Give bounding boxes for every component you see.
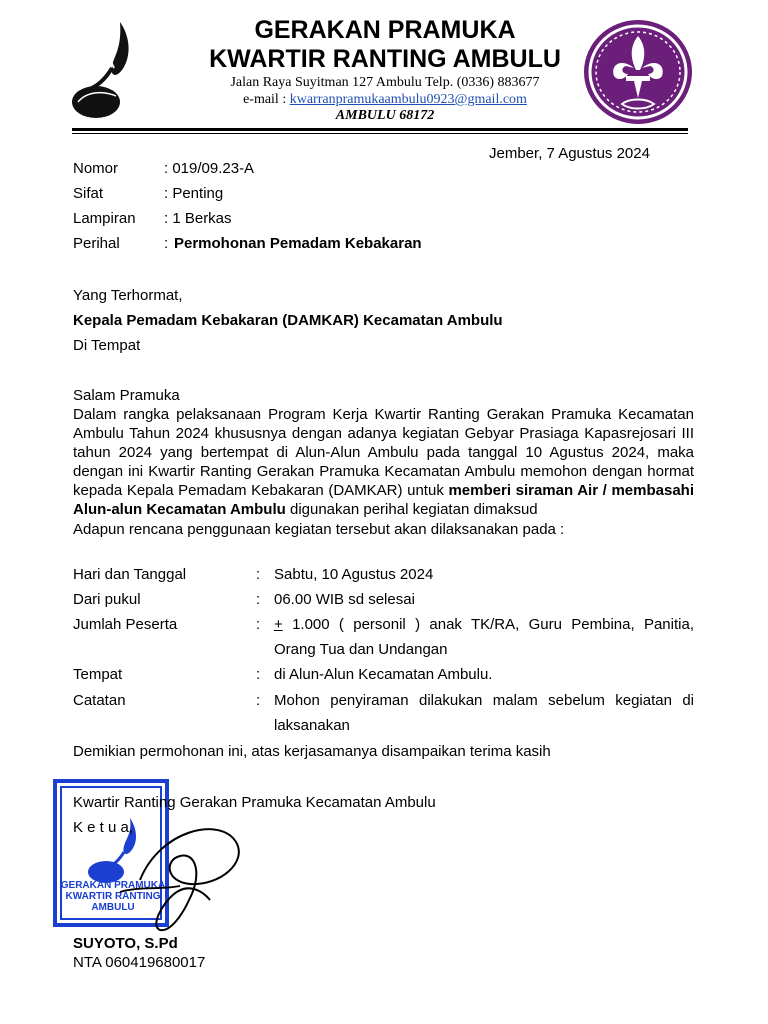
stamp-text-line3: AMBULU	[91, 902, 135, 913]
plus-minus-sign: +	[274, 616, 283, 633]
hari-label: Hari dan Tanggal	[73, 566, 187, 583]
salam: Salam Pramuka	[73, 387, 180, 404]
peserta-value-line2: Orang Tua dan Undangan	[274, 641, 448, 658]
catatan-label: Catatan	[73, 692, 126, 709]
peserta-value-line1	[274, 616, 694, 633]
nomor-value: : 019/09.23-A	[164, 160, 255, 177]
closing-text: Demikian permohonan ini, atas kerjasamanya disampaikan terima kasih	[73, 743, 551, 760]
pukul-label: Dari pukul	[73, 591, 141, 608]
date-line: Jember, 7 Agustus 2024	[489, 145, 650, 162]
header-rule-thick	[72, 128, 688, 131]
catatan-value-line2: laksanakan	[274, 717, 350, 734]
handwritten-signature	[110, 820, 250, 938]
pukul-value: 06.00 WIB sd selesai	[274, 591, 415, 608]
peserta-text: 1.000 ( personil ) anak TK/RA, Guru Pembina, Panitia,	[282, 616, 694, 633]
signatory-nta: NTA 060419680017	[73, 954, 206, 971]
signatory-name: SUYOTO, S.Pd	[73, 935, 178, 952]
recipient-name: Kepala Pemadam Kebakaran (DAMKAR) Kecamatan Ambulu	[73, 312, 503, 329]
header-rule-thin	[72, 133, 688, 134]
greeting: Yang Terhormat,	[73, 287, 183, 304]
pukul-colon: :	[256, 591, 261, 608]
email-line	[200, 92, 570, 108]
perihal-colon: :	[164, 235, 169, 252]
tempat-label: Tempat	[73, 666, 123, 683]
hari-value: Sabtu, 10 Agustus 2024	[274, 566, 434, 583]
hari-colon: :	[256, 566, 261, 583]
perihal-value: Permohonan Pemadam Kebakaran	[174, 235, 422, 252]
tempat-value: di Alun-Alun Kecamatan Ambulu.	[274, 666, 493, 683]
lampiran-label: Lampiran	[73, 210, 136, 227]
peserta-label: Jumlah Peserta	[73, 616, 178, 633]
address-line: Jalan Raya Suyitman 127 Ambulu Telp. (0336) 883677	[230, 75, 540, 90]
sifat-label: Sifat	[73, 185, 104, 202]
tempat-colon: :	[256, 666, 261, 683]
catatan-colon: :	[256, 692, 261, 709]
scout-emblem-logo	[582, 18, 694, 126]
recipient-place: Di Tempat	[73, 337, 141, 354]
body-paragraph-text: Dalam rangka pelaksanaan Program Kerja Kwartir Ranting Gerakan Pramuka Kecamatan Ambulu Tahun 2024 khususnya dengan adanya kegiatan Gebyar Prasiaga Kapasrejosari III tahun 2024 yang bertempat di Alun-Alun Ambulu pada tanggal 10 Agustus 2024, maka dengan ini Kwartir Ranting Gerakan Pramuka Kecamatan Ambulu memohon dengan hormat kepada Kepala Pemadam Kebakaran (DAMKAR) untuk	[73, 406, 694, 499]
signature-org: Kwartir Ranting Gerakan Pramuka Kecamatan Ambulu	[73, 794, 436, 811]
plan-intro: Adapun rencana penggunaan kegiatan tersebut akan dilaksanakan pada :	[73, 521, 565, 538]
peserta-colon: :	[256, 616, 261, 633]
signature-role: K e t u a,	[73, 819, 134, 836]
body-paragraph	[73, 405, 694, 519]
tunas-kelapa-logo	[70, 18, 138, 120]
stamp-text-line1: GERAKAN PRAMUKA	[60, 880, 166, 891]
email-label: e-mail :	[243, 92, 287, 107]
org-name-line2: KWARTIR RANTING AMBULU	[209, 45, 561, 73]
stamp-text-line2: KWARTIR RANTING	[65, 891, 161, 902]
email-link[interactable]: kwarranpramukaambulu0923@gmail.com	[289, 92, 527, 107]
sifat-value: : Penting	[164, 185, 224, 202]
body-paragraph-end: digunakan perihal kegiatan dimaksud	[285, 501, 538, 518]
org-name-line1: GERAKAN PRAMUKA	[254, 16, 516, 44]
body-paragraph-bold: memberi siraman Air / membasahi Alun-alun Kecamatan Ambulu	[73, 482, 694, 518]
perihal-label: Perihal	[73, 235, 120, 252]
lampiran-value: : 1 Berkas	[164, 210, 232, 227]
catatan-value-line1: Mohon penyiraman dilakukan malam sebelum kegiatan di	[274, 692, 694, 709]
nomor-label: Nomor	[73, 160, 119, 177]
postal-line: AMBULU 68172	[335, 108, 435, 123]
